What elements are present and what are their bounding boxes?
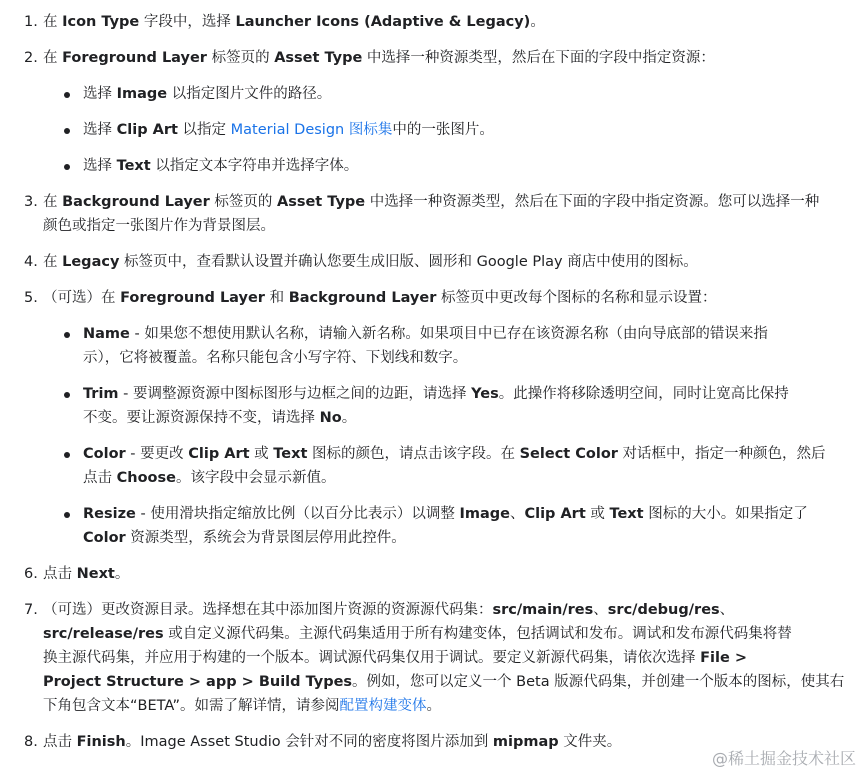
step-text: 在 Background Layer 标签页的 Asset Type 中选择一种资源类型，然后在下面的字段中指定资源。您可以选择一种	[43, 194, 820, 210]
step-number: 8.	[24, 734, 38, 750]
step-text: 在 Legacy 标签页中，查看默认设置并确认您要生成旧版、圆形和 Google Play 商店中使用的图标。	[43, 254, 698, 270]
bullet-icon	[64, 392, 70, 398]
step-number: 2.	[24, 50, 38, 66]
step-text: 在 Foreground Layer 标签页的 Asset Type 中选择一种资源类型，然后在下面的字段中指定资源：	[43, 50, 715, 66]
step-number: 3.	[24, 194, 38, 210]
step-number: 4.	[24, 254, 38, 270]
step-number: 6.	[24, 566, 38, 582]
step-text: 点击 Next。	[43, 566, 130, 582]
watermark: @稀土掘金技术社区	[711, 749, 856, 768]
bullet-icon	[64, 92, 70, 98]
step-text: 点击 Finish。Image Asset Studio 会针对不同的密度将图片添加到 mipmap 文件夹。	[43, 734, 622, 750]
step-text-cont: 颜色或指定一张图片作为背景图层。	[43, 218, 275, 234]
step-number: 5.	[24, 290, 38, 306]
step-text: 在 Icon Type 字段中，选择 Launcher Icons (Adaptive & Legacy)。	[43, 14, 545, 30]
bullet-icon	[64, 452, 70, 458]
step-text: （可选）在 Foreground Layer 和 Background Layer 标签页中更改每个图标的名称和显示设置：	[43, 290, 717, 306]
material-design-icons-link[interactable]: Material Design 图标集	[230, 122, 393, 138]
step-number: 1.	[24, 14, 38, 30]
bullet-icon	[64, 332, 70, 338]
bullet-icon	[64, 164, 70, 170]
step-number: 7.	[24, 602, 38, 618]
configure-build-variants-link[interactable]: 配置构建变体	[339, 698, 427, 714]
bullet-icon	[64, 128, 70, 134]
bullet-icon	[64, 512, 70, 518]
